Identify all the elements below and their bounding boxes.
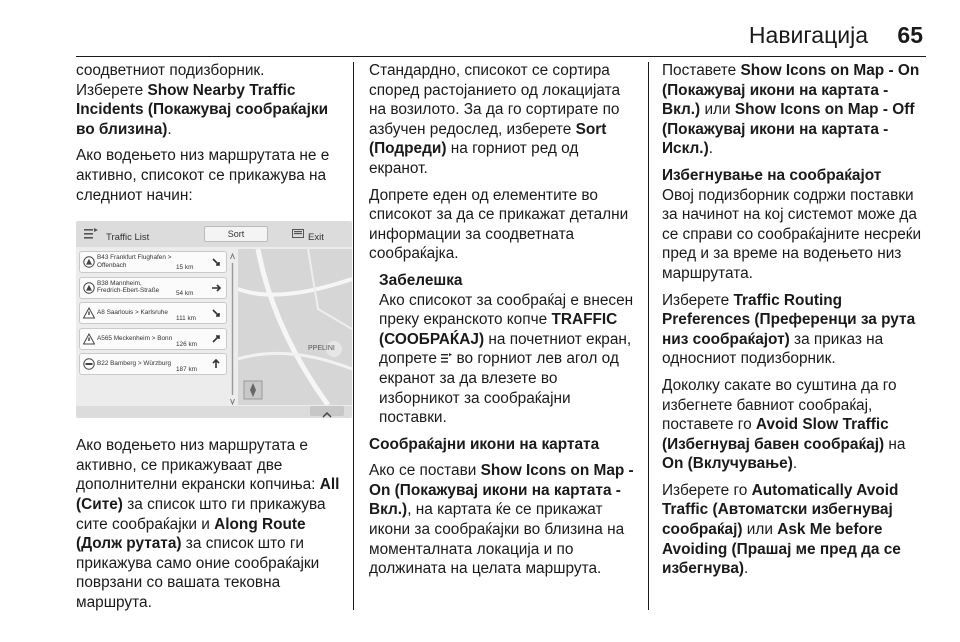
map-label: PPELINI [308, 345, 335, 353]
screen-bottom-bar [76, 406, 352, 418]
column-1 [76, 61, 342, 620]
column-3 [662, 61, 930, 586]
note-box: Забелешка Ако списокот за сообраќај е внесен преку екранското копче TRAFFIC (СООБРАЌАЈ) на почетниот екран, допрете во горниот лев агол од екранот за да влезете во изборникот за сообраќајни поставки. [379, 271, 637, 428]
header-rule [76, 56, 926, 57]
paragraph: Изберете Traffic Routing Preferences (Преференци за рута низ сообраќајот) за приказ на односниот подизборник. [662, 291, 916, 368]
distance: 111 km [176, 315, 197, 323]
page-number: 65 [897, 22, 923, 48]
compass-icon [244, 381, 262, 399]
screen-top-bar [76, 221, 352, 247]
nav-menu-icon [84, 228, 98, 240]
traffic-list-screenshot [76, 221, 352, 418]
list-item: B22 Bamberg > Würzburg 187 km [79, 353, 227, 375]
arrow-icon [210, 333, 222, 345]
distance: 15 km [176, 264, 194, 272]
traffic-warning-icon [83, 333, 95, 345]
paragraph: Изберете Show Nearby Traffic Incidents (Покажувај сообраќајки во близина). [76, 81, 329, 138]
paragraph: Доколку сакате во суштина да го избегнете бавниот сообраќај, поставете го Avoid Slow Traffic (Избегнувај бавен сообраќај) на On (Вклучување). [662, 376, 906, 473]
distance: 126 km [176, 340, 197, 348]
column-2 [369, 61, 637, 586]
traffic-warning-icon [83, 282, 95, 294]
page-title: Навигација [748, 22, 868, 48]
arrow-icon [210, 282, 222, 294]
arrow-icon [210, 307, 222, 319]
paragraph: Стандардно, списокот се сортира според растојанието од локацијата на возилото. За да го сортирате по азбучен редослед, изберете Sort (Подреди) на горниот ред од екранот. [369, 62, 621, 177]
list-item: A565 Meckenheim > Bonn 126 km [79, 328, 227, 350]
page-header [0, 0, 960, 58]
distance: 54 km [176, 289, 194, 297]
paragraph: Ако се постави Show Icons on Map - On (Покажувај икони на картата - Вкл.), на картата ќе се прикажат икони за сообраќајки во близина на моменталната локација и по должината на целата маршрута. [369, 462, 634, 578]
distance: 187 km [176, 366, 197, 374]
column-divider [648, 62, 649, 610]
arrow-icon [210, 256, 222, 268]
traffic-warning-icon [83, 256, 95, 268]
chevron-up-icon [310, 406, 344, 416]
paragraph: Овој подизборник содржи поставки за начинот на кој системот може да се справи со сообраќајните несреќи пред и за време на водењето низ маршрутата. [662, 186, 922, 282]
section-heading: Избегнување на сообраќајот [662, 166, 882, 184]
map-view [238, 249, 352, 405]
list-item: B43 Frankfurt Flughafen > Offenbach 15 km [79, 251, 227, 273]
paragraph: Допрете еден од елементите во списокот за да се прикажат детални информации за соодветната сообраќајка. [369, 186, 629, 263]
traffic-warning-icon [83, 307, 95, 319]
paragraph: Поставете Show Icons on Map - On (Покажувај икони на картата - Вкл.) или Show Icons on Map - Off (Покажувај икони на картата - Искл.). [662, 62, 920, 158]
note-title: Забелешка [379, 271, 463, 289]
paragraph: соодветниот подизборник. [76, 62, 265, 79]
exit-label: Exit [308, 232, 324, 244]
scrollbar [230, 253, 235, 405]
list-item: B38 Mannheim, Fredrich-Ebert-Straße 54 km [79, 277, 227, 299]
section-heading: Сообраќајни икони на картата [369, 435, 600, 453]
arrow-icon [210, 358, 222, 370]
paragraph: Изберете го Automatically Avoid Traffic (Автоматски избегнувај сообраќај) или Ask Me before Avoiding (Прашај ме пред да се избегнува). [662, 481, 901, 578]
list-item: A8 Saarlouis > Karlsruhe 111 km [79, 302, 227, 324]
screen-title: Traffic List [106, 232, 150, 244]
paragraph: Ако водењето низ маршрутата не е активно, списокот се прикажува на следниот начин: [76, 147, 330, 204]
exit-icon [292, 229, 304, 238]
sort-button: Sort [204, 226, 268, 242]
traffic-warning-icon [83, 358, 95, 370]
nav-menu-icon [441, 353, 452, 364]
traffic-list [79, 251, 227, 379]
paragraph: Ако водењето низ маршрутата е активно, се прикажуваат две дополнителни екрански копчиња: All (Сите) за список што ги прикажува сите сообраќајки и Along Route (Долж рутата) за список што ги прикажува само оние сообраќајки поврзани со вашата тековна маршрута. [76, 437, 340, 611]
column-divider [353, 62, 354, 610]
